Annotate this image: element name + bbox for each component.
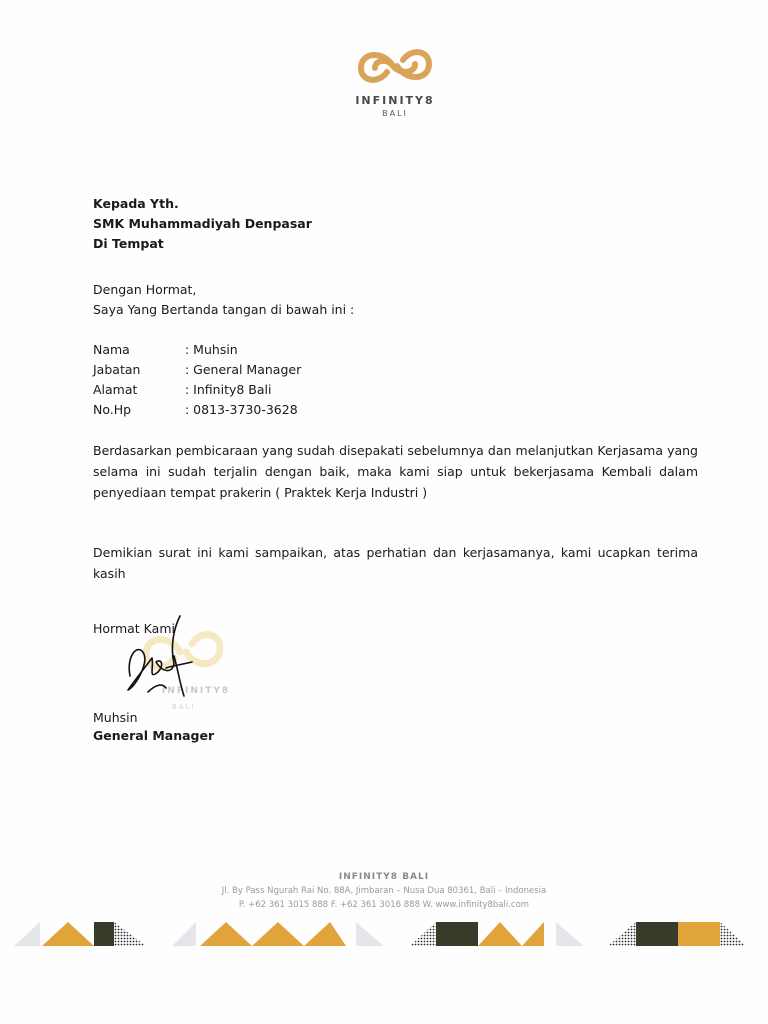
info-label: Jabatan <box>93 362 141 377</box>
footer-contact: P. +62 361 3015 888 F. +62 361 3016 888 W. www.infinity8bali.com <box>238 900 530 910</box>
greeting-salutation: Dengan Hormat, <box>93 282 197 297</box>
footer-address: Jl. By Pass Ngurah Rai No. 88A, Jimbaran – Nusa Dua 80361, Bali – Indonesia <box>221 886 547 896</box>
company-logo <box>340 44 450 118</box>
infinity-logo-icon <box>353 44 437 88</box>
info-label: No.Hp <box>93 402 132 417</box>
decorative-pattern-band <box>0 916 768 946</box>
logo-city: BALI <box>382 109 408 118</box>
logo-name: INFINITY8 <box>355 94 435 107</box>
recipient-school: SMK Muhammadiyah Denpasar <box>93 216 312 231</box>
info-value: : 0813-3730-3628 <box>185 402 298 417</box>
recipient-place: Di Tempat <box>93 236 164 251</box>
info-row-address <box>93 380 301 400</box>
info-value: : Muhsin <box>185 342 238 357</box>
info-row-name <box>93 340 301 360</box>
body-paragraph-2: Demikian surat ini kami sampaikan, atas perhatian dan kerjasamanya, kami ucapkan terima kasih <box>93 545 698 581</box>
body-paragraph-1: Berdasarkan pembicaraan yang sudah disepakati sebelumnya dan melanjutkan Kerjasama yang selama ini sudah terjalin dengan baik, maka kami siap untuk bekerjasama Kembali dalam penyediaan tempat prakerin ( Praktek Kerja Industri ) <box>93 443 698 500</box>
stamp-city: BALI <box>172 703 196 711</box>
closing-salutation: Hormat Kami <box>93 621 175 636</box>
footer-company: INFINITY8 BALI <box>338 872 430 882</box>
info-row-position <box>93 360 301 380</box>
signature-icon <box>118 606 208 706</box>
signer-title: General Manager <box>93 728 215 743</box>
info-label: Alamat <box>93 382 138 397</box>
info-value: : Infinity8 Bali <box>185 382 272 397</box>
signer-info <box>93 340 301 420</box>
stamp-name: INFINITY8 <box>162 686 231 696</box>
signer-name: Muhsin <box>93 710 138 725</box>
info-row-phone <box>93 400 301 420</box>
info-label: Nama <box>93 342 130 357</box>
recipient-block <box>93 194 312 254</box>
greeting-intro: Saya Yang Bertanda tangan di bawah ini : <box>93 302 355 317</box>
greeting-block <box>93 280 354 320</box>
info-value: : General Manager <box>185 362 302 377</box>
recipient-line: Kepada Yth. <box>93 196 179 211</box>
